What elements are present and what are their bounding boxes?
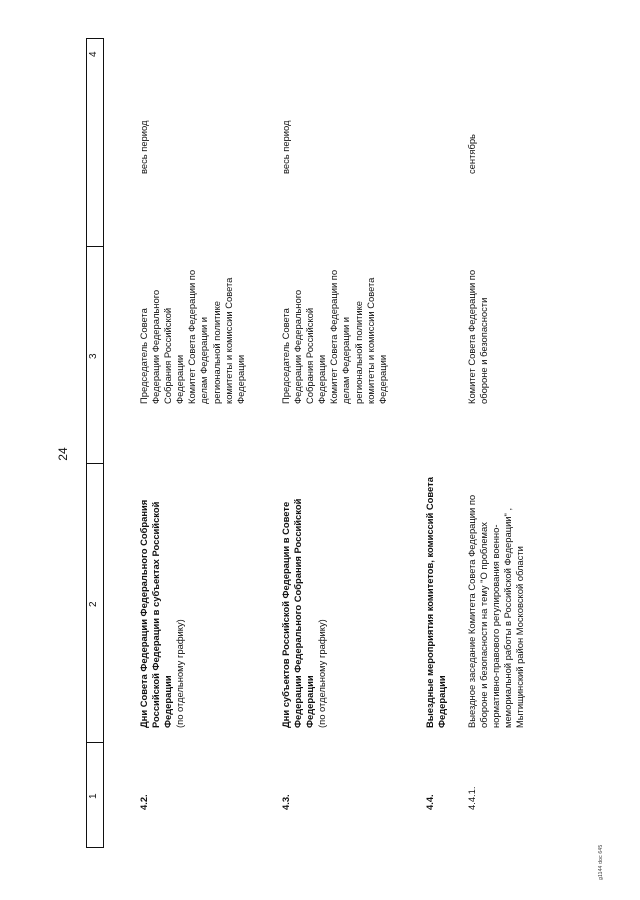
row-number: 4.4.1.	[466, 786, 477, 810]
column-number-3: 3	[88, 353, 99, 359]
column-number-1: 1	[88, 793, 99, 799]
term-text: весь период	[138, 120, 149, 174]
event-title: Дни Совета Федерации Федерального Собрания Российской Федерации в субъектах Российской Федерации	[138, 499, 174, 728]
event-title: Дни субъектов Российской Федерации в Совете Федерации Федерального Собрания Российской Федерации	[280, 498, 316, 728]
responsible-text: Комитет Совета Федерации по обороне и безопасности	[466, 269, 490, 404]
row-number: 4.2.	[138, 794, 149, 810]
column-number-2: 2	[88, 601, 99, 607]
page-number: 24	[56, 447, 70, 461]
table-header	[86, 38, 104, 848]
column-divider	[87, 246, 103, 247]
column-divider	[87, 463, 103, 464]
event-note: (по отдельному графику)	[316, 619, 327, 728]
row-number: 4.3.	[280, 794, 291, 810]
term-text: сентябрь	[466, 134, 477, 174]
event-note: (по отдельному графику)	[174, 619, 185, 728]
section-title: Выездные мероприятия комитетов, комиссий Совета Федерации	[424, 477, 448, 728]
document-code: g1144 doc 645	[598, 844, 604, 880]
responsible-text: Председатель Совета Федерации Федерального Собрания Российской Федерации Комитет Совета Федерации по делам Федерации и региональной политике комитеты и комиссии Совета Федерации	[280, 269, 388, 404]
responsible-text: Председатель Совета Федерации Федерального Собрания Российской Федерации Комитет Совета Федерации по делам Федерации и региональной политике комитеты и комиссии Совета Федерации	[138, 269, 246, 404]
event-title: Выездное заседание Комитета Совета Федерации по обороне и безопасности на тему "О проблемах нормативно-правового регулирования военно- мемориальной работы в Российской Федерации" , Мытищинский район Московской области	[466, 494, 526, 728]
row-number: 4.4.	[424, 794, 435, 810]
term-text: весь период	[280, 120, 291, 174]
column-number-4: 4	[88, 51, 99, 57]
column-divider	[87, 742, 103, 743]
